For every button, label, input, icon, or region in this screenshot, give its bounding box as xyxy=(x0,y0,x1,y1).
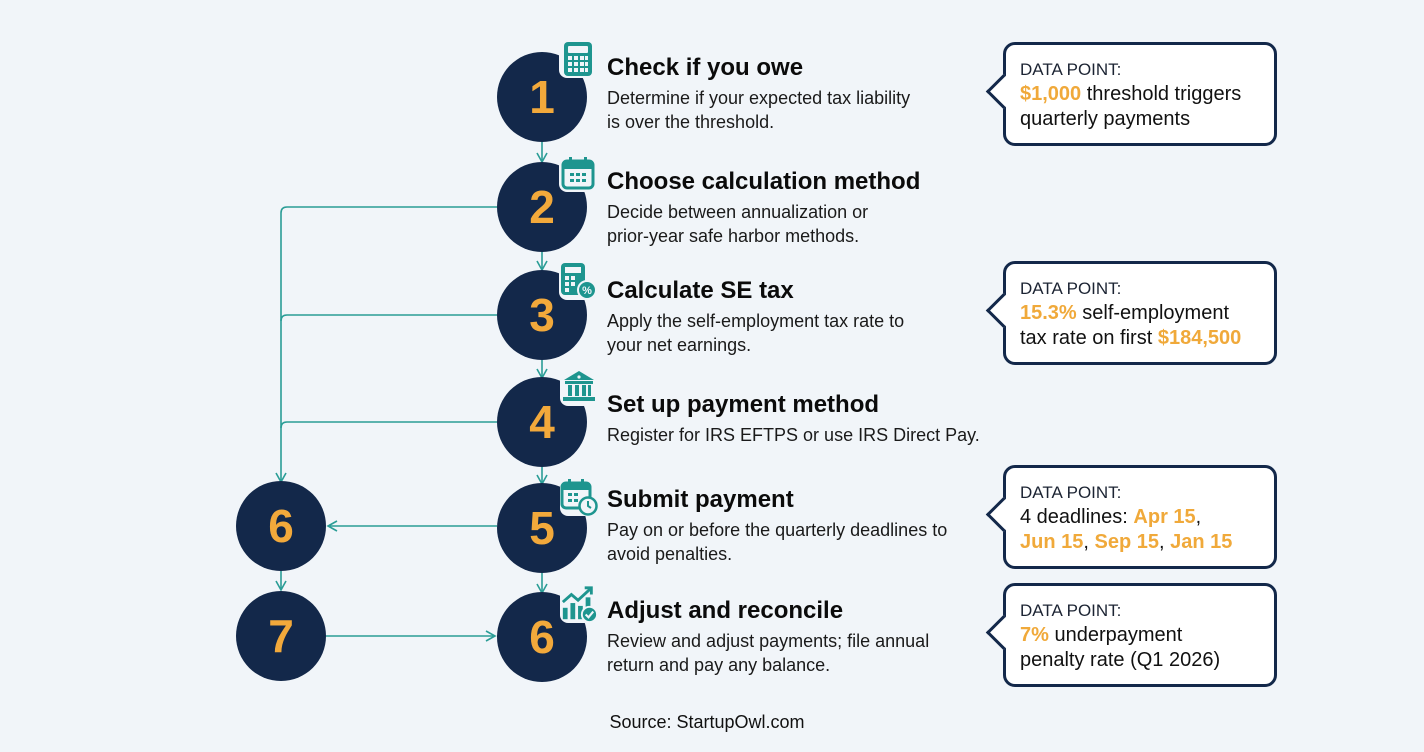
calculator-percent-icon xyxy=(559,262,597,300)
step-1-text xyxy=(607,54,910,134)
step-title: Calculate SE tax xyxy=(607,277,794,304)
step-2-text xyxy=(607,168,920,248)
data-point-callout-threshold xyxy=(1003,42,1277,146)
callout-label: DATA POINT: xyxy=(1020,60,1122,79)
step-number: 1 xyxy=(529,71,555,123)
data-point-callout-deadlines xyxy=(1003,465,1277,569)
step-6-text xyxy=(607,597,929,677)
callout-label: DATA POINT: xyxy=(1020,483,1122,502)
step-description: Review and adjust payments; file annual return and pay any balance. xyxy=(607,631,930,675)
step-description: Apply the self-employment tax rate to your net earnings. xyxy=(607,311,905,355)
source-caption: Source: StartupOwl.com xyxy=(609,712,805,732)
step-number: 7 xyxy=(268,610,294,662)
callout-line: quarterly payments xyxy=(1020,108,1191,130)
side-circle-6 xyxy=(236,481,326,571)
step-title: Adjust and reconcile xyxy=(607,597,844,624)
calendar-icon xyxy=(559,154,597,192)
data-point-callout-penalty xyxy=(1003,583,1277,687)
callout-line: Jun 15, Sep 15, Jan 15 xyxy=(1020,531,1233,553)
data-point-callout-se-tax xyxy=(1003,261,1277,365)
side-circle-7 xyxy=(236,591,326,681)
callout-line: 4 deadlines: Apr 15, xyxy=(1020,506,1202,528)
step-3-text xyxy=(607,277,904,357)
step-title: Choose calculation method xyxy=(607,168,921,195)
step-description: Register for IRS EFTPS or use IRS Direct Pay. xyxy=(607,425,980,445)
step-number: 4 xyxy=(529,396,555,448)
step-number: 5 xyxy=(529,502,555,554)
callout-line: $1,000 threshold triggers xyxy=(1020,83,1242,105)
step-description: Determine if your expected tax liability is over the threshold. xyxy=(607,88,911,132)
bank-icon xyxy=(560,368,598,406)
step-title: Submit payment xyxy=(607,486,794,513)
callout-line: 15.3% self-employment xyxy=(1020,302,1229,324)
callout-line: tax rate on first $184,500 xyxy=(1020,327,1242,349)
step-description: Decide between annualization or prior-year safe harbor methods. xyxy=(607,202,869,246)
step-description: Pay on or before the quarterly deadlines to avoid penalties. xyxy=(607,520,948,564)
calculator-icon xyxy=(559,40,597,78)
callout-line: 7% underpayment xyxy=(1020,624,1183,646)
svg-text:%: % xyxy=(582,285,592,297)
callout-label: DATA POINT: xyxy=(1020,601,1122,620)
callout-line: penalty rate (Q1 2026) xyxy=(1020,649,1221,671)
step-number: 2 xyxy=(529,181,555,233)
callout-label: DATA POINT: xyxy=(1020,279,1122,298)
step-number: 3 xyxy=(529,289,555,341)
step-title: Set up payment method xyxy=(607,391,880,418)
step-5-text xyxy=(607,486,947,566)
chart-check-icon xyxy=(560,585,598,623)
step-4-text xyxy=(607,391,980,447)
step-title: Check if you owe xyxy=(607,54,804,81)
step-number: 6 xyxy=(529,611,555,663)
step-number: 6 xyxy=(268,500,294,552)
calendar-clock-icon xyxy=(560,478,598,516)
